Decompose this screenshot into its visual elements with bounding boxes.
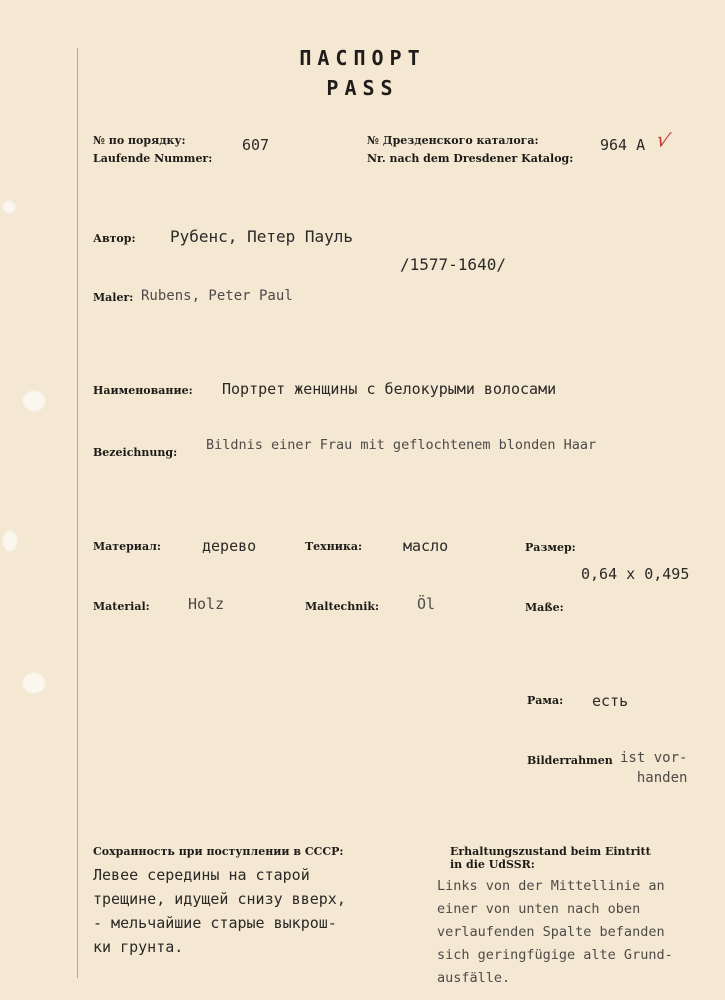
author-value-ru: Рубенс, Петер Пауль xyxy=(170,227,354,246)
technique-label-de: Maltechnik: xyxy=(305,600,380,613)
name-value-de: Bildnis einer Frau mit geflochtenem blonden Haar xyxy=(206,437,597,453)
punch-hole xyxy=(22,672,46,694)
technique-label-ru: Техника: xyxy=(305,540,363,553)
punch-hole xyxy=(22,390,46,412)
catalog-value: 964 A xyxy=(600,136,646,154)
condition-value-de: Links von der Mittellinie an einer von unten nach oben verlaufenden Spalte befanden sich geringfügige alte Grund- ausfälle. xyxy=(437,878,673,986)
frame-label-ru: Рама: xyxy=(527,694,564,707)
author-label-de: Maler: xyxy=(93,291,134,304)
check-mark-icon: √ xyxy=(654,126,673,154)
material-label-ru: Материал: xyxy=(93,540,161,553)
technique-value-de: Öl xyxy=(417,595,436,613)
material-label-de: Material: xyxy=(93,600,150,613)
title-de: PASS xyxy=(326,76,399,100)
material-value-de: Holz xyxy=(188,595,225,613)
number-label-ru: № по порядку: xyxy=(93,134,186,147)
punch-hole xyxy=(2,530,18,552)
frame-label-de: Bilderrahmen xyxy=(527,754,613,767)
condition-label-ru: Сохранность при поступлении в СССР: xyxy=(93,845,344,858)
material-value-ru: дерево xyxy=(202,537,257,555)
catalog-label-ru: № Дрезденского каталога: xyxy=(367,134,539,147)
name-label-ru: Наименование: xyxy=(93,384,193,397)
author-label-ru: Автор: xyxy=(93,232,136,245)
technique-value-ru: масло xyxy=(403,537,449,555)
condition-value-ru: Левее середины на старой трещине, идущей снизу вверх, - мельчайшие старые выкрош- ки грунта. xyxy=(93,866,346,956)
number-value: 607 xyxy=(242,136,270,154)
frame-value-ru: есть xyxy=(592,692,629,710)
name-value-ru: Портрет женщины с белокурыми волосами xyxy=(222,380,557,398)
author-years: /1577-1640/ xyxy=(400,255,506,274)
size-label-ru: Размер: xyxy=(525,541,576,554)
catalog-label-de: Nr. nach dem Dresdener Katalog: xyxy=(367,152,574,165)
size-label-de: Maße: xyxy=(525,601,564,614)
frame-value-de: ist vor- handen xyxy=(620,750,688,786)
margin-line xyxy=(77,48,78,978)
number-label-de: Laufende Nummer: xyxy=(93,152,213,165)
author-value-de: Rubens, Peter Paul xyxy=(141,288,293,304)
title-ru: ПАСПОРТ xyxy=(299,46,426,70)
name-label-de: Bezeichnung: xyxy=(93,446,178,459)
punch-hole xyxy=(2,200,16,214)
condition-label-de: Erhaltungszustand beim Eintritt in die UdSSR: xyxy=(450,845,651,871)
size-value: 0,64 x 0,495 xyxy=(581,565,690,583)
